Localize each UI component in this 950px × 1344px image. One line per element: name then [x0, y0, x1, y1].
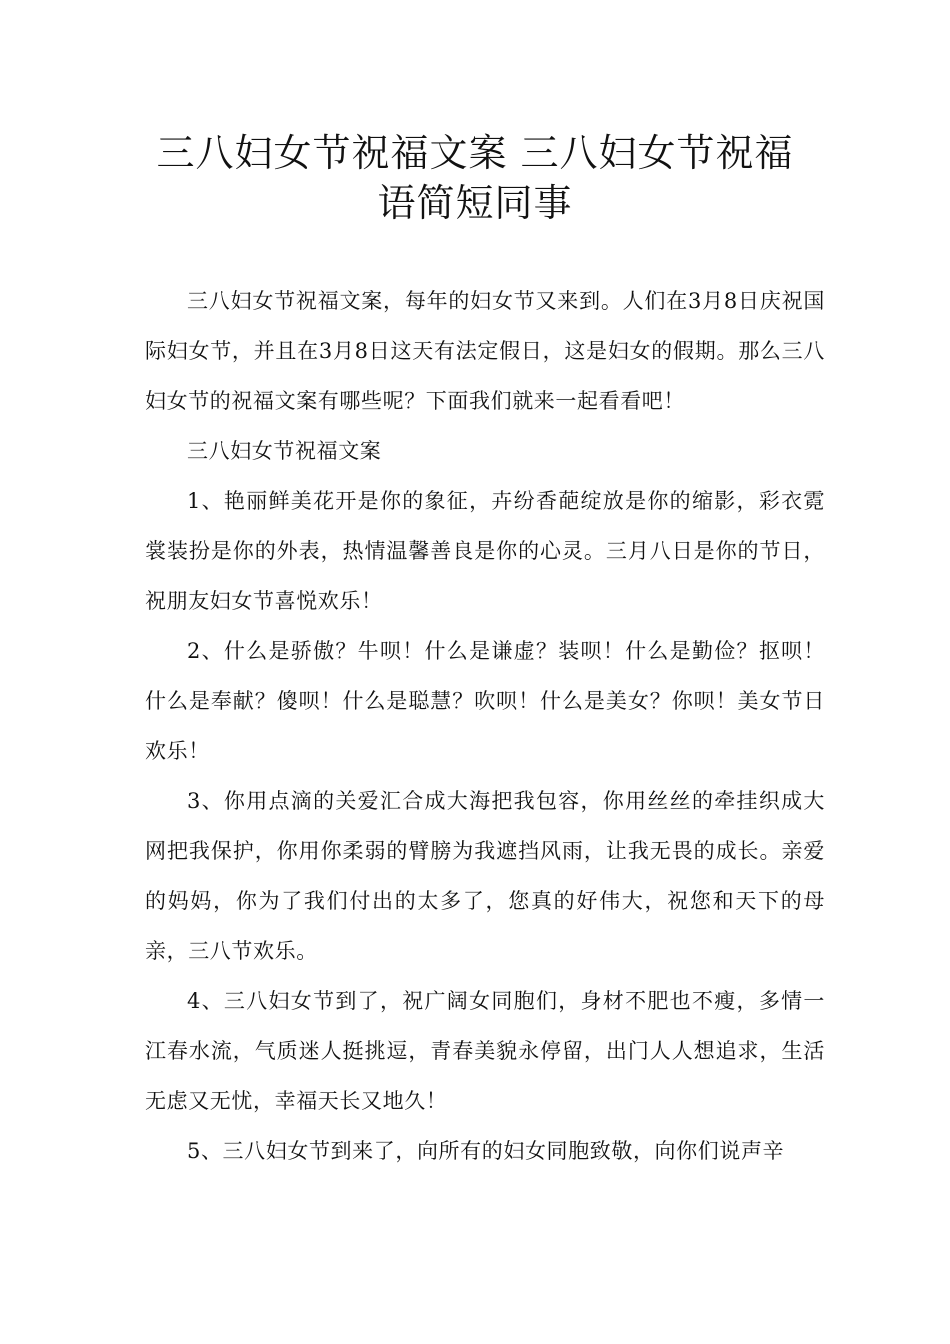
document-body — [145, 276, 825, 1176]
blessing-item-3: 3、你用点滴的关爱汇合成大海把我包容，你用丝丝的牵挂织成大网把我保护，你用你柔弱的臂膀为我遮挡风雨，让我无畏的成长。亲爱的妈妈，你为了我们付出的太多了，您真的好伟大，祝您和天下的母亲，三八节欢乐。 — [145, 789, 825, 963]
blessing-item-2: 2、什么是骄傲？牛呗！什么是谦虚？装呗！什么是勤俭？抠呗！什么是奉献？傻呗！什么是聪慧？吹呗！什么是美女？你呗！美女节日欢乐！ — [145, 639, 825, 763]
title-line-2: 语简短同事 — [377, 181, 573, 225]
blessing-item-4: 4、三八妇女节到了，祝广阔女同胞们，身材不肥也不瘦，多情一江春水流，气质迷人挺挑逗，青春美貌永停留，出门人人想追求，生活无虑又无忧，幸福天长又地久！ — [145, 989, 825, 1113]
blessing-item-5: 5、三八妇女节到来了，向所有的妇女同胞致敬，向你们说声辛 — [187, 1139, 785, 1163]
section-heading: 三八妇女节祝福文案 — [187, 439, 382, 463]
title-line-1: 三八妇女节祝福文案 三八妇女节祝福 — [156, 131, 794, 175]
intro-paragraph: 三八妇女节祝福文案，每年的妇女节又来到。人们在3月8日庆祝国际妇女节，并且在3月8日这天有法定假日，这是妇女的假期。那么三八妇女节的祝福文案有哪些呢？下面我们就来一起看看吧！ — [145, 289, 825, 413]
document-title — [100, 128, 850, 228]
blessing-item-1: 1、艳丽鲜美花开是你的象征，卉纷香葩绽放是你的缩影，彩衣霓裳装扮是你的外表，热情温馨善良是你的心灵。三月八日是你的节日，祝朋友妇女节喜悦欢乐！ — [145, 489, 825, 613]
